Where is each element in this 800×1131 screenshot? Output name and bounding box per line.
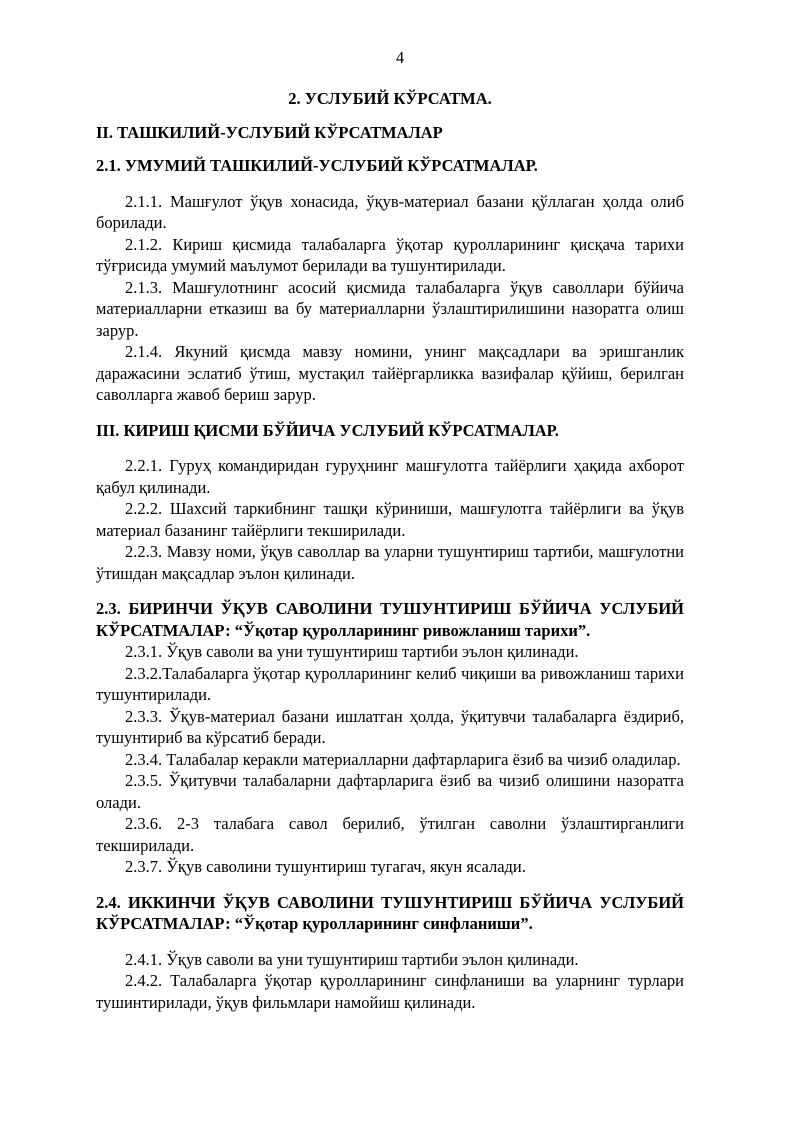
paragraph-2-2-3: 2.2.3. Мавзу номи, ўқув саволлар ва уларни тушунтириш тартиби, машғулотни ўтишдан мақсадлар эълон қилинади. [96, 542, 684, 583]
paragraph-2-4-2: 2.4.2. Талабаларга ўқотар қуролларининг синфланиши ва уларнинг турлари тушинтирилади, ўқув фильмлари намойиш қилинади. [96, 971, 684, 1012]
page-number: 4 [395, 48, 405, 67]
section-heading-2-3: 2.3. БИРИНЧИ ЎҚУВ САВОЛИНИ ТУШУНТИРИШ БЎЙИЧА УСЛУБИЙ КЎРСАТМАЛАР: “Ўқотар қуролларининг ривожланиш тарихи”. [96, 599, 684, 640]
section-2-4-items [96, 949, 684, 1014]
paragraph-2-2-2: 2.2.2. Шахсий таркибнинг ташқи кўриниши, машғулотга тайёрлиги ва ўқув материал базанинг тайёрлиги текширилади. [96, 499, 684, 540]
section-heading-2-4: 2.4. ИККИНЧИ ЎҚУВ САВОЛИНИ ТУШУНТИРИШ БЎЙИЧА УСЛУБИЙ КЎРСАТМАЛАР: “Ўқотар қуролларининг синфланиши”. [96, 892, 684, 933]
paragraph-2-3-2: 2.3.2.Талабаларга ўқотар қуролларининг келиб чиқиши ва ривожланиш тарихи тушунтирилади. [96, 663, 684, 704]
paragraph-2-3-6: 2.3.6. 2-3 талабага савол берилиб, ўтилган саволни ўзлаштирганлиги текширилади. [96, 814, 684, 855]
section-heading-ii: II. ТАШКИЛИЙ-УСЛУБИЙ КЎРСАТМАЛАР [96, 122, 443, 142]
paragraph-2-1-3: 2.1.3. Машғулотнинг асосий қисмида талабаларга ўқув саволлари бўйича материалларни етказиш ва бу материалларни ўзлаштирилишини назоратга олиш зарур. [96, 277, 684, 340]
paragraph-2-4-1: 2.4.1. Ўқув саволи ва уни тушунтириш тартиби эълон қилинади. [125, 949, 579, 969]
section-2-1-items [96, 191, 684, 406]
paragraph-2-1-4: 2.1.4. Якуний қисмда мавзу номини, унинг мақсадлари ва эришганлик даражасини эслатиб ўтиш, мустақил тайёргарликка вазифалар қўйиш, берилган саволларга жавоб бериш зарур. [96, 342, 684, 404]
paragraph-2-2-1: 2.2.1. Гуруҳ командиридан гуруҳнинг машғулотга тайёрлиги ҳақида ахборот қабул қилинади. [96, 456, 684, 497]
paragraph-2-3-5: 2.3.5. Ўқитувчи талабаларни дафтарларига ёзиб ва чизиб олишини назоратга олади. [96, 771, 684, 812]
section-iii-items [96, 455, 684, 584]
section-heading-iii: III. КИРИШ ҚИСМИ БЎЙИЧА УСЛУБИЙ КЎРСАТМАЛАР. [96, 420, 559, 440]
paragraph-2-3-7: 2.3.7. Ўқув саволини тушунтириш тугагач, якун ясалади. [125, 857, 526, 876]
paragraph-2-3-3: 2.3.3. Ўқув-материал базани ишлатган ҳолда, ўқитувчи талабаларга ёздириб, тушунтириб ва кўрсатиб беради. [96, 706, 684, 747]
paragraph-2-3-1: 2.3.1. Ўқув саволи ва уни тушунтириш тартиби эълон қилинади. [125, 642, 579, 661]
document-body [96, 88, 684, 1013]
paragraph-2-1-1: 2.1.1. Машғулот ўқув хонасида, ўқув-материал базани қўллаган ҳолда олиб борилади. [96, 191, 684, 232]
document-title: 2. УСЛУБИЙ КЎРСАТМА. [288, 89, 492, 108]
paragraph-2-3-4: 2.3.4. Талабалар керакли материалларни дафтарларига ёзиб ва чизиб оладилар. [125, 749, 681, 769]
section-2-3-items [96, 641, 684, 878]
paragraph-2-1-2: 2.1.2. Кириш қисмида талабаларга ўқотар қуролларининг қисқача тарихи тўғрисида умумий маълумот берилади ва тушунтирилади. [96, 234, 684, 275]
section-heading-2-1: 2.1. УМУМИЙ ТАШКИЛИЙ-УСЛУБИЙ КЎРСАТМАЛАР. [96, 156, 538, 175]
